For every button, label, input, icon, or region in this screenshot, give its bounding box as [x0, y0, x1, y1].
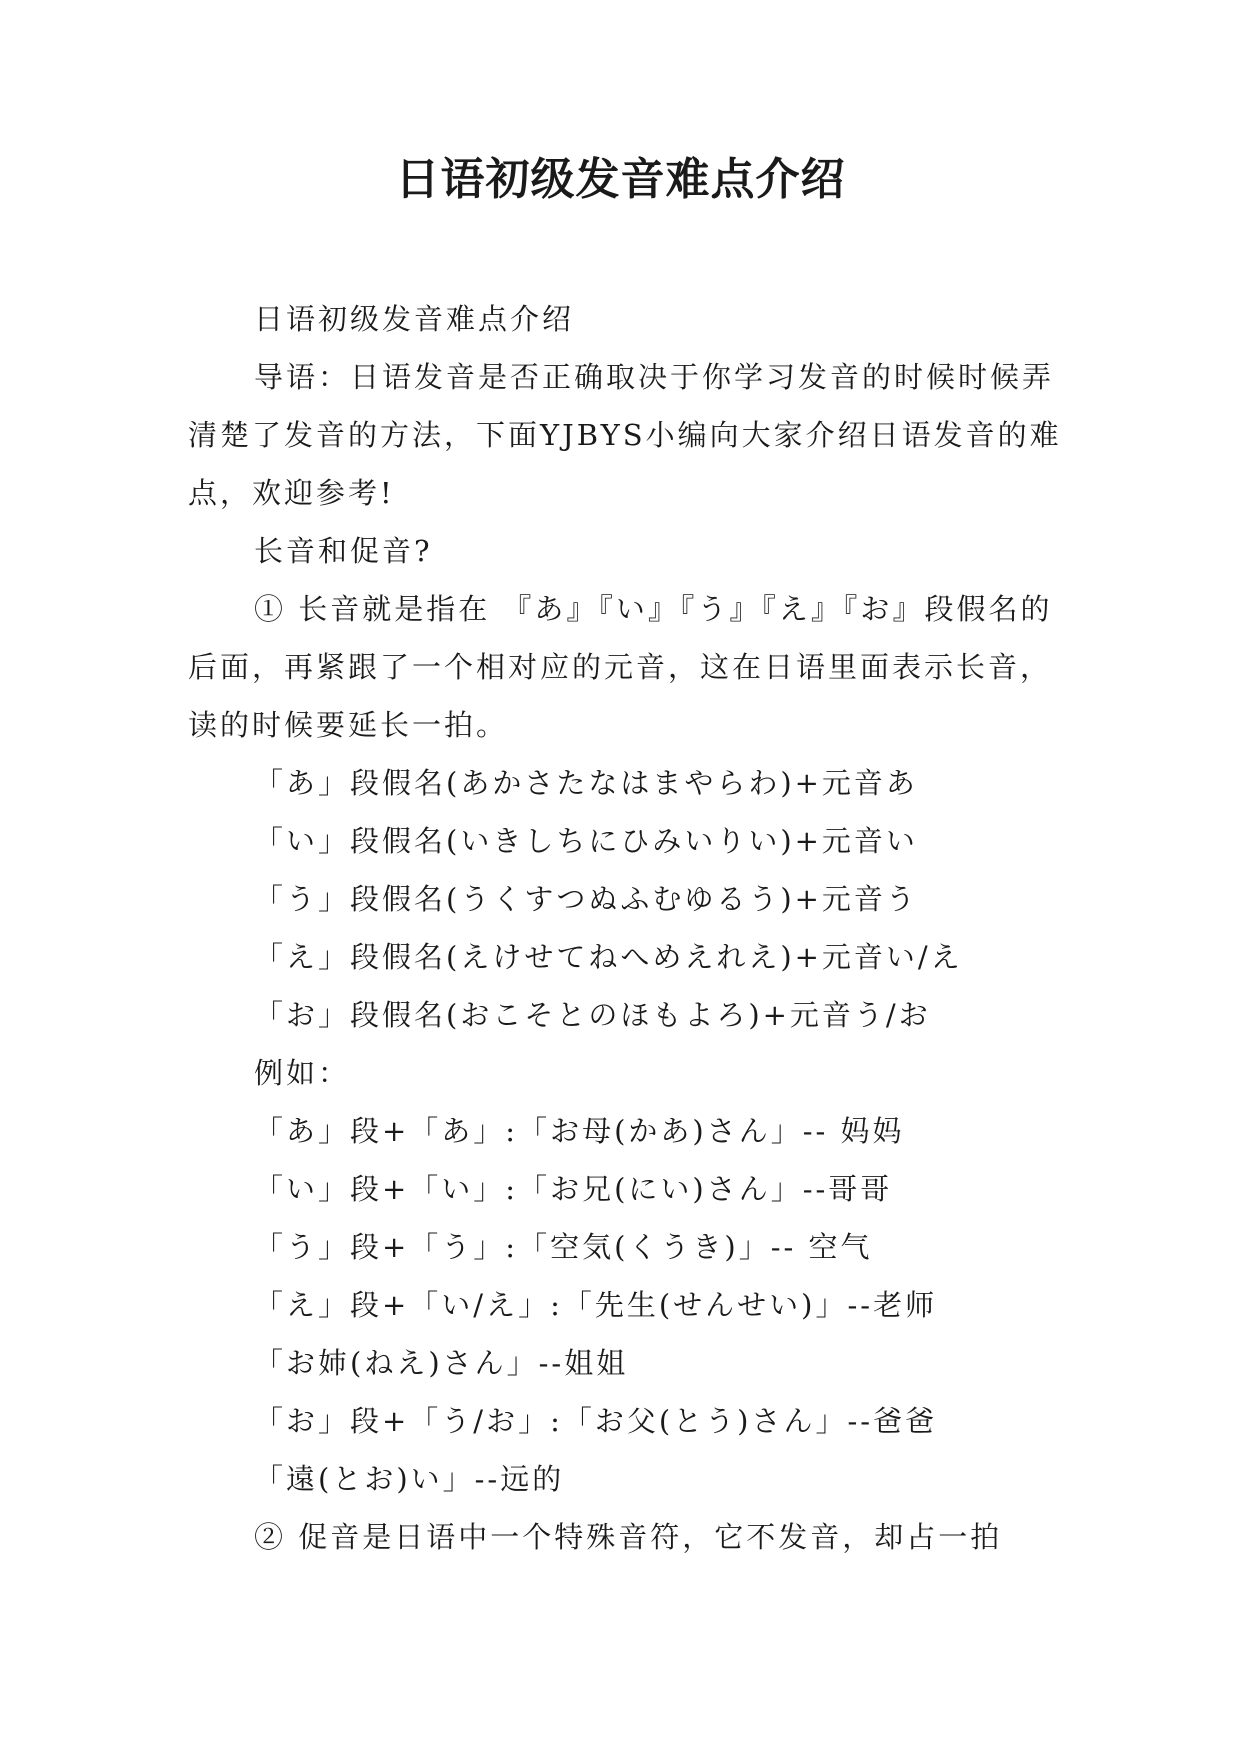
section-heading-long-short-sounds: 长音和促音? — [254, 534, 433, 568]
kana-rule-i: 「い」段假名(いきしちにひみいりい)+元音い — [254, 824, 918, 858]
kana-rule-e: 「え」段假名(えけせてねへめえれえ)+元音い/え — [254, 940, 963, 974]
kana-rule-u: 「う」段假名(うくすつぬふむゆるう)+元音う — [254, 882, 918, 916]
example-e-1: 「え」段+「い/え」:「先生(せんせい)」--老师 — [254, 1288, 938, 1322]
example-e-2: 「お姉(ねえ)さん」--姐姐 — [254, 1346, 629, 1380]
kana-rule-a: 「あ」段假名(あかさたなはまやらわ)+元音あ — [254, 766, 918, 800]
kana-rule-o: 「お」段假名(おこそとのほもよろ)+元音う/お — [254, 998, 931, 1032]
paragraph-geminate-definition: ② 促音是日语中一个特殊音符，它不发音，却占一拍 — [254, 1520, 1003, 1554]
document-title: 日语初级发音难点介绍 — [395, 154, 846, 205]
example-o-1: 「お」段+「う/お」:「お父(とう)さん」--爸爸 — [254, 1404, 938, 1438]
example-a: 「あ」段+「あ」:「お母(かあ)さん」-- 妈妈 — [254, 1114, 905, 1148]
document-body — [188, 290, 1063, 1566]
example-i: 「い」段+「い」:「お兄(にい)さん」--哥哥 — [254, 1172, 893, 1206]
example-u: 「う」段+「う」:「空気(くうき)」-- 空气 — [254, 1230, 873, 1264]
examples-label: 例如： — [254, 1056, 351, 1090]
example-o-2: 「遠(とお)い」--远的 — [254, 1462, 565, 1496]
paragraph-intro: 导语：日语发音是否正确取决于你学习发音的时候时候弄清楚了发音的方法，下面YJBYS小编向大家介绍日语发音的难点，欢迎参考! — [188, 360, 1062, 510]
paragraph-heading: 日语初级发音难点介绍 — [254, 302, 575, 336]
paragraph-long-vowel-definition: ① 长音就是指在 『あ』『い』『う』『え』『お』段假名的后面，再紧跟了一个相对应的元音，这在日语里面表示长音，读的时候要延长一拍。 — [188, 592, 1053, 742]
